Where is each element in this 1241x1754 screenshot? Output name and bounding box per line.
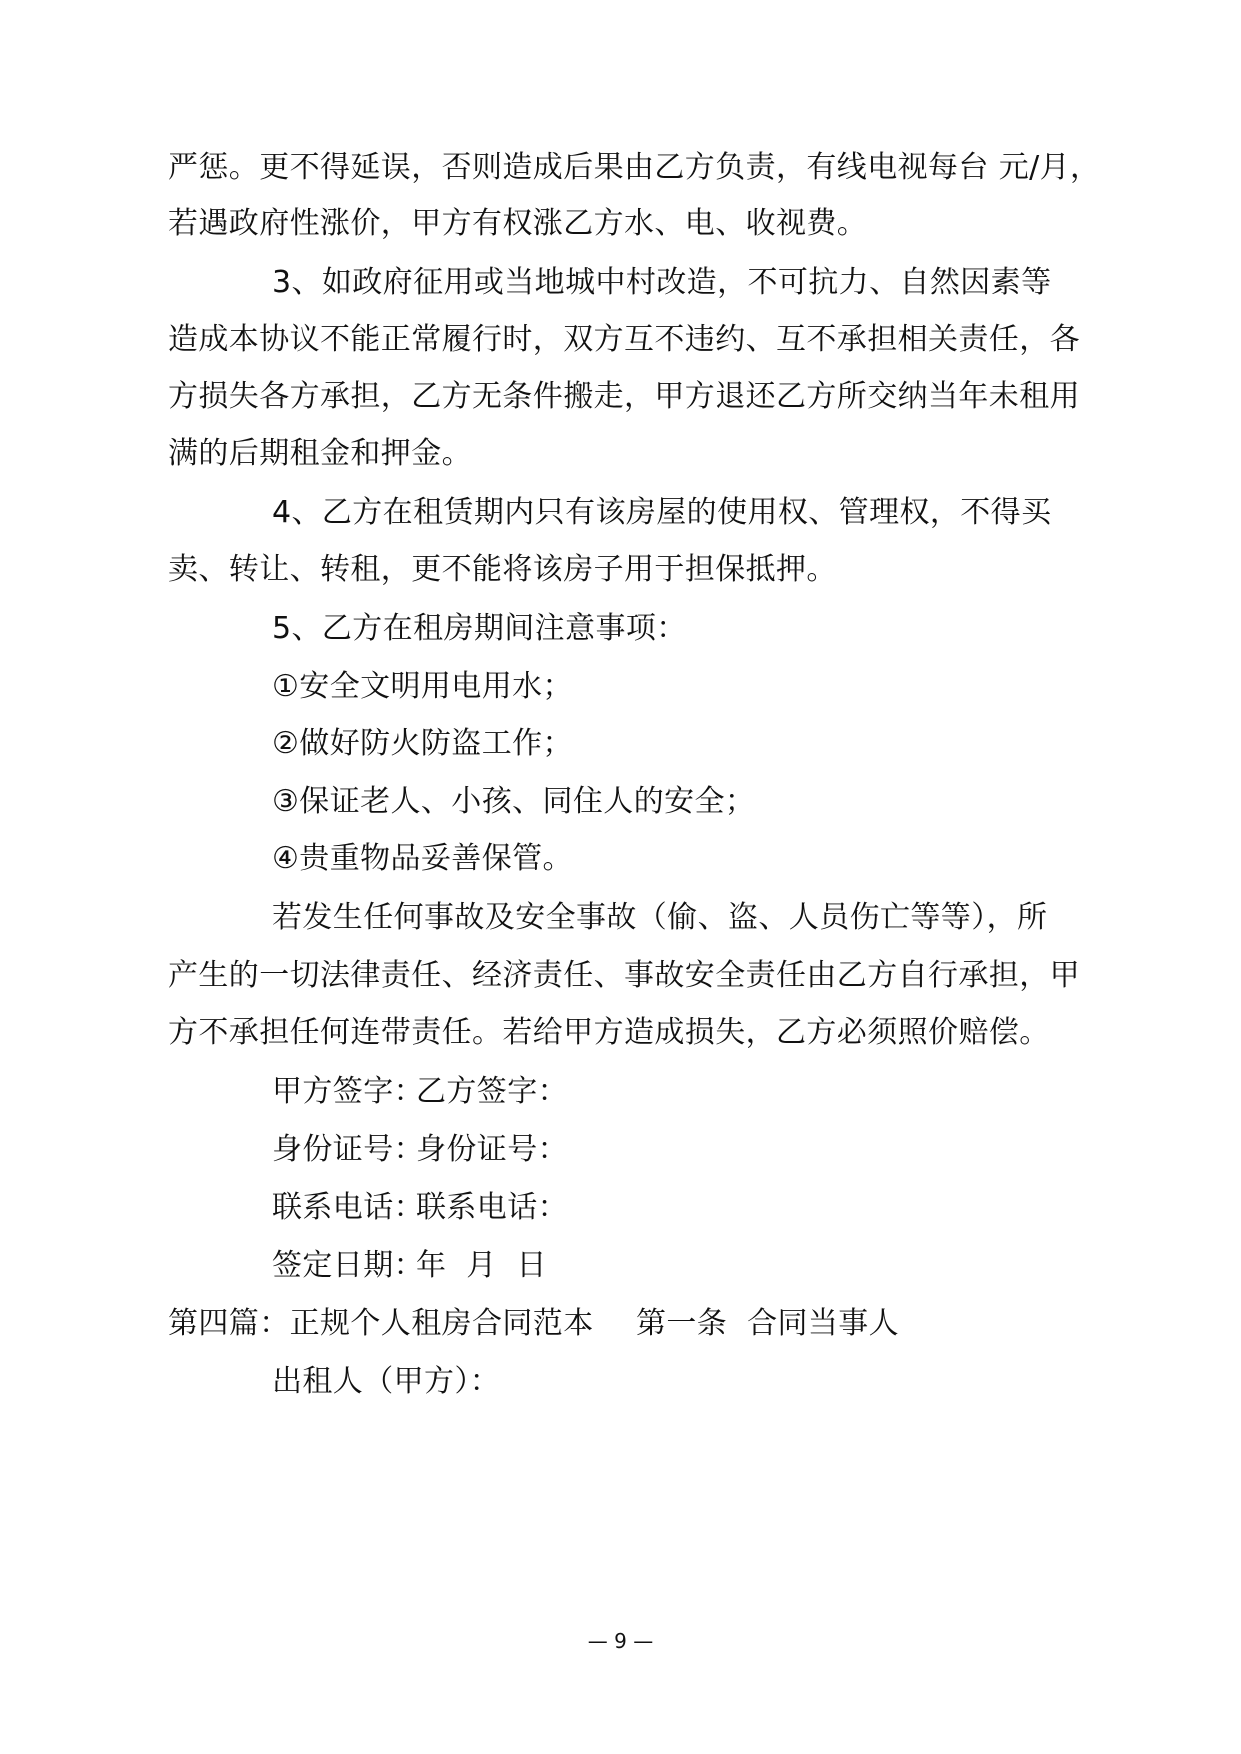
clause-4-line: 4、乙方在租赁期内只有该房屋的使用权、管理权，不得买	[272, 495, 1052, 530]
chapter-title: 第四篇：正规个人租房合同范本	[168, 1306, 594, 1341]
list-item: ③保证老人、小孩、同住人的安全；	[272, 784, 756, 819]
lessor-label: 出租人（甲方）：	[272, 1364, 501, 1399]
party-a-phone-label: 联系电话：	[272, 1190, 424, 1225]
signature-row	[272, 1072, 568, 1112]
paragraph-line: 卖、转让、转租，更不能将该房子用于担保抵押。	[168, 552, 837, 587]
party-a-sign-label: 甲方签字：	[272, 1074, 424, 1109]
paragraph-line: 产生的一切法律责任、经济责任、事故安全责任由乙方自行承担，甲	[168, 958, 1080, 993]
paragraph-line: 若遇政府性涨价，甲方有权涨乙方水、电、收视费。	[168, 206, 868, 241]
paragraph-line: 满的后期租金和押金。	[168, 436, 472, 471]
clause-3-line: 3、如政府征用或当地城中村改造，不可抗力、自然因素等	[272, 265, 1052, 300]
list-item: ④贵重物品妥善保管。	[272, 841, 573, 876]
phone-row	[272, 1188, 568, 1228]
clause-5-line: 5、乙方在租房期间注意事项：	[272, 611, 687, 646]
sign-date-value: 年 月 日	[416, 1248, 547, 1283]
date-row	[272, 1246, 547, 1286]
sign-date-label: 签定日期：	[272, 1248, 424, 1283]
paragraph-line: 造成本协议不能正常履行时，双方互不违约、互不承担相关责任，各	[168, 322, 1080, 357]
liability-line: 若发生任何事故及安全事故（偷、盗、人员伤亡等等），所	[272, 900, 1048, 935]
party-b-phone-label: 联系电话：	[416, 1190, 568, 1225]
article-heading: 第一条 合同当事人	[636, 1306, 900, 1341]
paragraph-line: 方损失各方承担，乙方无条件搬走，甲方退还乙方所交纳当年未租用	[168, 379, 1080, 414]
page-number: — 9 —	[587, 1629, 654, 1653]
party-b-id-label: 身份证号：	[416, 1132, 568, 1167]
party-a-id-label: 身份证号：	[272, 1132, 424, 1167]
paragraph-line: 严惩。更不得延误，否则造成后果由乙方负责，有线电视每台 元/月，	[168, 150, 1101, 185]
id-row	[272, 1130, 568, 1170]
party-b-sign-label: 乙方签字：	[416, 1074, 568, 1109]
chapter-heading-row	[168, 1304, 899, 1344]
list-item: ②做好防火防盗工作；	[272, 726, 573, 761]
paragraph-line: 方不承担任何连带责任。若给甲方造成损失，乙方必须照价赔偿。	[168, 1015, 1050, 1050]
list-item: ①安全文明用电用水；	[272, 669, 573, 704]
